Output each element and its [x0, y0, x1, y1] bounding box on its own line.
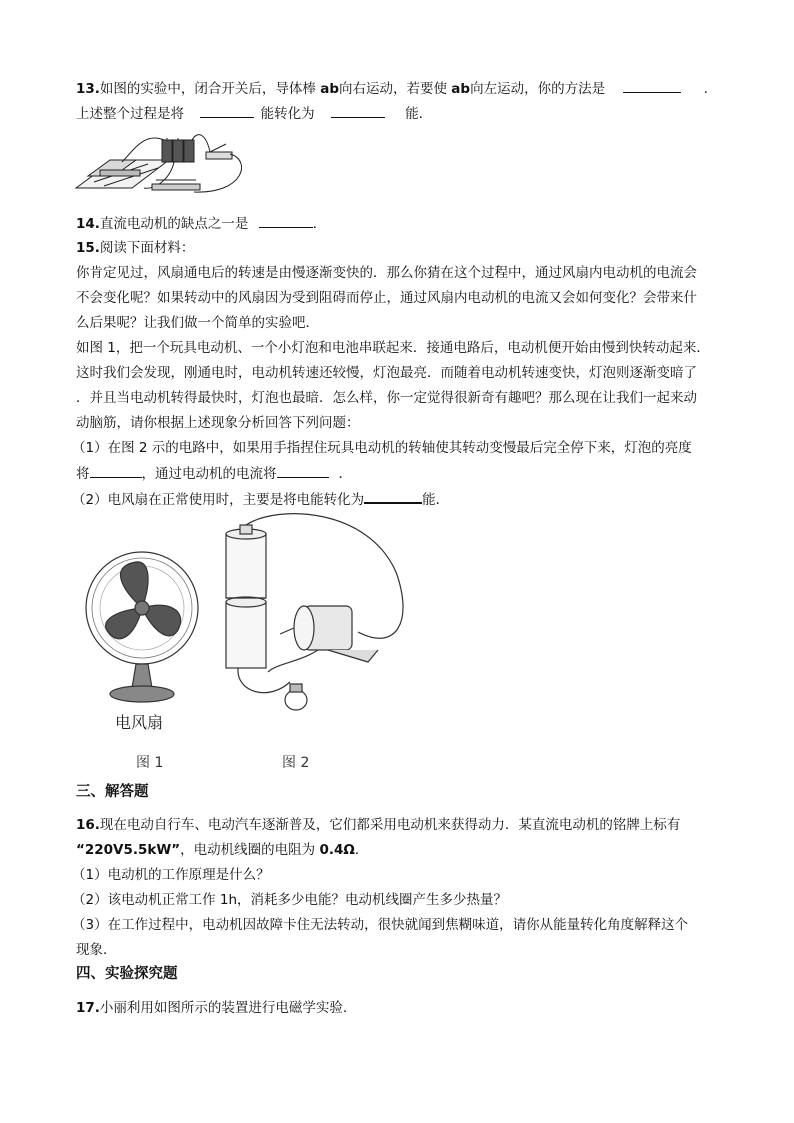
q16-sub1: （1）电动机的工作原理是什么？: [72, 867, 270, 883]
q16-line2: “220V5.5kW”，电动机线圈的电阻为 0.4Ω．: [76, 842, 369, 858]
q15-para1-line2: 不会变化呢？如果转动中的风扇因为受到阻碍而停止，通过风扇内电动机的电流又会如何变化？会带来什: [76, 290, 697, 306]
q13-blank-method[interactable]: [623, 78, 681, 93]
electric-fan-figure: [80, 548, 210, 718]
figure-1-caption: 图 1: [136, 755, 164, 771]
q16-sub2: （2）该电动机正常工作 1h，消耗多少电能？电动机线圈产生多少热量？: [72, 892, 508, 908]
figure-2-caption: 图 2: [282, 755, 310, 771]
q13-circuit-figure: [74, 130, 254, 200]
q13-line1: 13.如图的实验中，闭合开关后，导体棒 ab向右运动，若要使 ab向左运动，你的方法是 .: [76, 78, 708, 99]
q13-line2: 上述整个过程是将 能转化为 能．: [76, 103, 432, 124]
q15-para1-line1: 你肯定见过，风扇通电后的转速是由慢逐渐变快的．那么你猜在这个过程中，通过风扇内电动机的电流会: [76, 265, 697, 281]
q16-line1: 16.现在电动自行车、电动汽车逐渐普及，它们都采用电动机来获得动力．某直流电动机的铭牌上标有: [76, 817, 681, 833]
q15-blank-brightness[interactable]: [90, 463, 142, 478]
q15-para2-line3: ．并且当电动机转得最快时，灯泡也最暗．怎么样，你一定觉得很新奇有趣吧？那么现在让我们一起来动: [76, 390, 697, 406]
q14-line: 14.直流电动机的缺点之一是 ．: [76, 213, 326, 234]
q15-sub1-line2: 将 ，通过电动机的电流将 ．: [76, 463, 352, 484]
q17-line: 17.小丽利用如图所示的装置进行电磁学实验.: [76, 1000, 348, 1016]
q15-para2-line1: 如图 1，把一个玩具电动机、一个小灯泡和电池串联起来．接通电路后，电动机便开始由慢到快转动起来．: [76, 340, 710, 356]
q13-blank-energy-from[interactable]: [200, 103, 254, 118]
q15-blank-energy[interactable]: [364, 488, 422, 504]
q15-sub1-line1: （1）在图 2 示的电路中，如果用手指捏住玩具电动机的转轴使其转动变慢最后完全停下来，灯泡的亮度: [72, 440, 692, 456]
q16-sub3-line2: 现象．: [76, 942, 117, 958]
section-4-heading: 四、实验探究题: [76, 966, 178, 982]
fan-label: 电风扇: [115, 713, 164, 732]
q15-blank-current[interactable]: [277, 463, 329, 478]
battery-motor-bulb-figure: [218, 512, 423, 722]
q13-blank-energy-to[interactable]: [331, 103, 385, 118]
q15-para2-line2: 这时我们会发现，刚通电时，电动机转速还较慢，灯泡最亮．而随着电动机转速变快，灯泡则逐渐变暗了: [76, 365, 697, 381]
section-3-heading: 三、解答题: [76, 784, 149, 800]
q15-sub2-line: （2）电风扇在正常使用时，主要是将电能转化为 能．: [72, 488, 449, 510]
q15-para2-line4: 动脑筋，请你根据上述现象分析回答下列问题：: [76, 415, 360, 431]
q15-para1-line3: 么后果呢？让我们做一个简单的实验吧．: [76, 315, 319, 331]
q15-title: 15.阅读下面材料：: [76, 240, 195, 256]
q16-sub3-line1: （3）在工作过程中，电动机因故障卡住无法转动，很快就闻到焦糊味道，请你从能量转化角度解释这个: [72, 917, 689, 933]
q14-blank[interactable]: [259, 213, 313, 228]
